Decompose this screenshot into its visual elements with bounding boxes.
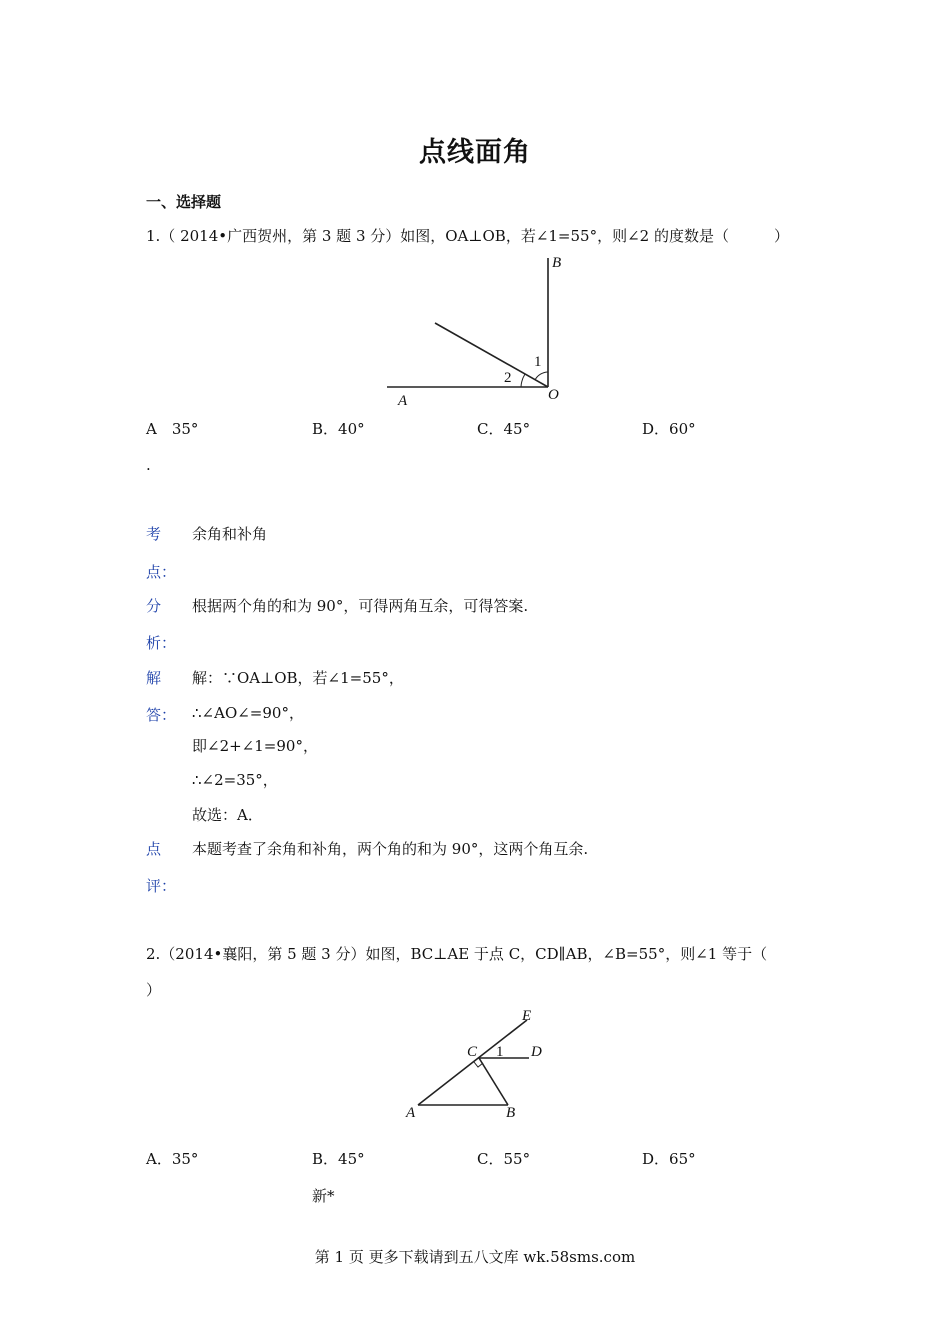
- q2-option-d: D．65°: [642, 1150, 696, 1168]
- label-1: 1: [496, 1044, 504, 1060]
- q2-figure: [400, 1005, 560, 1130]
- line-ae: [418, 1020, 527, 1105]
- segment-bc: [479, 1058, 508, 1105]
- q2-option-b: B．45°: [312, 1150, 365, 1168]
- page-title: 点线面角: [419, 137, 531, 168]
- jieda-label-1: 解: [146, 669, 162, 687]
- dianping-label-1: 点: [146, 840, 162, 858]
- jieda-line-5: 故选：A．: [192, 806, 263, 824]
- jieda-line-2: ∴∠AO∠=90°，: [192, 704, 304, 722]
- q1-option-c: C．45°: [477, 420, 531, 438]
- q2-option-c: C．55°: [477, 1150, 531, 1168]
- dianping-label-2: 评：: [146, 877, 177, 895]
- kaodian-text: 余角和补角: [192, 525, 268, 543]
- q1-option-d: D．60°: [642, 420, 696, 438]
- ray-oc: [435, 323, 548, 387]
- label-a: A: [398, 393, 408, 409]
- angle-arc-2: [521, 374, 525, 387]
- label-b: B: [506, 1105, 516, 1121]
- q2-stem-line-2: ）: [146, 981, 162, 999]
- label-a: A: [406, 1105, 416, 1121]
- q1-figure: [380, 250, 580, 410]
- fenxi-label-1: 分: [146, 597, 162, 615]
- angle-arc-1: [535, 372, 548, 380]
- q2-note: 新*: [312, 1187, 335, 1205]
- label-e: E: [522, 1008, 532, 1024]
- label-2: 2: [504, 370, 512, 386]
- q1-stem: 1.（ 2014•广西贺州，第 3 题 3 分）如图，OA⊥OB，若∠1=55°，则∠2 的度数是（ ）: [146, 227, 789, 245]
- q1-option-b: B．40°: [312, 420, 365, 438]
- section-heading: 一、选择题: [146, 193, 222, 211]
- label-b: B: [552, 255, 562, 271]
- label-d: D: [531, 1044, 542, 1060]
- label-o: O: [548, 387, 559, 403]
- q2-stem-line-1: 2.（2014•襄阳，第 5 题 3 分）如图，BC⊥AE 于点 C，CD∥AB，∠B=55°，则∠1 等于（: [146, 945, 768, 963]
- q1-option-a: A 35°: [146, 420, 199, 438]
- q2-option-a: A．35°: [146, 1150, 199, 1168]
- label-1: 1: [534, 354, 542, 370]
- page-footer: 第 1 页 更多下载请到五八文库 wk.58sms.com: [314, 1248, 636, 1266]
- kaodian-label-1: 考: [146, 525, 162, 543]
- jieda-line-1: 解：∵OA⊥OB，若∠1=55°，: [192, 669, 404, 687]
- label-c: C: [467, 1044, 478, 1060]
- dianping-text: 本题考查了余角和补角，两个角的和为 90°，这两个角互余.: [192, 840, 589, 858]
- jieda-label-2: 答：: [146, 706, 177, 724]
- kaodian-label-2: 点：: [146, 563, 177, 581]
- q1-dot: .: [146, 456, 151, 474]
- fenxi-label-2: 析：: [146, 634, 177, 652]
- jieda-line-3: 即∠2+∠1=90°，: [192, 737, 318, 755]
- fenxi-text: 根据两个角的和为 90°，可得两角互余，可得答案.: [192, 597, 529, 615]
- jieda-line-4: ∴∠2=35°，: [192, 771, 278, 789]
